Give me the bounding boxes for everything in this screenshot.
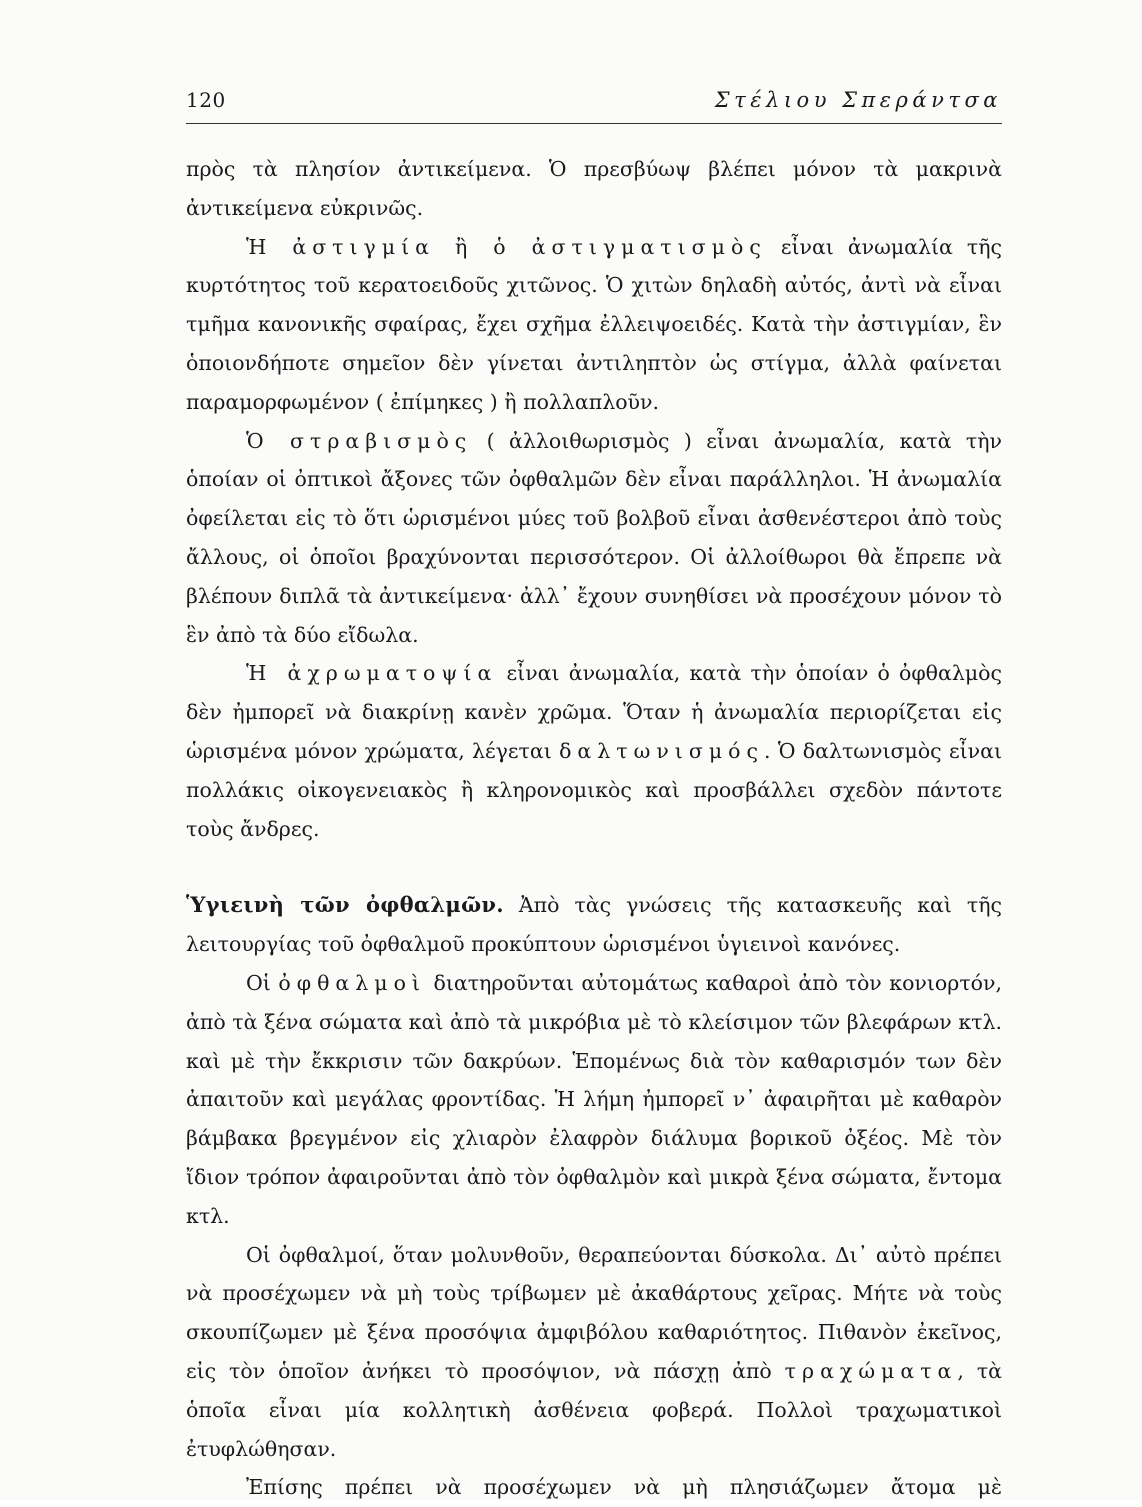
paragraph-continuation: Ἐπίσης πρέπει νὰ προσέχωμεν νὰ μὴ πλησιάζωμεν ἄτομα μὲ [246,1475,1002,1500]
paragraph-achromatopsia-text: εἶναι ἀνωμαλία, κατὰ τὴν ὁποίαν ὁ ὀφθαλμὸς δὲν ἠμπορεῖ νὰ διακρίνῃ κανὲν χρῶμα. Ὅταν ἡ ἀνωμαλία περιορίζεται εἰς ὡρισμένα μόνον χρώματα, λέγεται [186,661,1003,763]
paragraph-eye-cleaning-lead: Οἱ [246,970,279,995]
paragraph-astigmatism-text: εἶναι ἀνωμαλία τῆς κυρτότητος τοῦ κερατοειδοῦς χιτῶνος. Ὁ χιτὼν δηλαδὴ αὐτός, ἀντὶ νὰ εἶναι τμῆμα κανονικῆς σφαίρας, ἔχει σχῆμα ἐλλειψοειδές. Κατὰ τὴν ἀστιγμίαν, ἓν ὁποιονδήποτε σημεῖον δὲν γίνεται ἀντιληπτὸν ὡς στίγμα, ἀλλὰ φαίνεται παραμορφωμένον ( ἐπίμηκες ) ἢ πολλαπλοῦν. [186,234,1002,414]
paragraph-presbyopia-end: πρὸς τὰ πλησίον ἀντικείμενα. Ὁ πρεσβύωψ βλέπει μόνον τὰ μακρινὰ ἀντικείμενα εὐκρινῶς. [186,157,1002,220]
header-rule [186,123,1002,124]
paragraph-strabismus [186,422,1002,655]
paragraph-strabismus-text: ( ἀλλοιθωρισμὸς ) εἶναι ἀνωμαλία, κατὰ τὴν ὁποίαν οἱ ὀπτικοὶ ἄξονες τῶν ὀφθαλμῶν δὲν εἶναι παράλληλοι. Ἡ ἀνωμαλία ὀφείλεται εἰς τὸ ὅτι ὡρισμένοι μύες τοῦ βολβοῦ εἶναι ἀσθενέστεροι ἀπὸ τοὺς ἄλλους, οἱ ὁποῖοι βραχύνονται περισσότερον. Οἱ ἀλλοίθωροι θὰ ἔπρεπε νὰ βλέπουν διπλᾶ τὰ ἀντικείμενα· ἀλλ᾿ ἔχουν συνηθίσει νὰ προσέχουν μόνον τὸ ἓν ἀπὸ τὰ δύο εἴδωλα. [186,428,1002,647]
term-eyes: ὀφθαλμοὶ [278,970,426,995]
paragraph-eye-infection [186,1236,1002,1469]
paragraph-eye-hygiene-intro [186,886,1002,964]
paragraph-achromatopsia-tail: . Ὁ δαλτωνισμὸς εἶναι πολλάκις οἰκογενειακὸς ἢ κληρονομικὸς καὶ προσβάλλει σχεδὸν πάντοτε τοὺς ἄνδρες. [186,738,1003,841]
term-achromatopsia: Ἡ ἀχρωματοψία [246,661,498,686]
term-strabismus: Ὁ στραβισμὸς [246,428,473,453]
paragraph-eye-infection-text-b: , τὰ ὁποῖα εἶναι μία κολλητικὴ ἀσθένεια φοβερά. Πολλοὶ τραχωματικοὶ ἐτυφλώθησαν. [186,1358,1002,1461]
page-number: 120 [186,88,226,112]
term-trachoma: τραχώματα [784,1358,958,1383]
paragraph-eye-cleaning-text: διατηροῦνται αὐτομάτως καθαροὶ ἀπὸ τὸν κονιορτόν, ἀπὸ τὰ ξένα σώματα καὶ ἀπὸ τὰ μικρόβια μὲ τὸ κλείσιμον τῶν βλεφάρων κτλ. καὶ μὲ τὴν ἔκκρισιν τῶν δακρύων. Ἑπομένως διὰ τὸν καθαρισμόν των δὲν ἀπαιτοῦν καὶ μεγάλας φροντίδας. Ἡ λήμη ἠμπορεῖ ν᾿ ἀφαιρῆται μὲ καθαρὸν βάμβακα βρεγμένον εἰς χλιαρὸν ἐλαφρὸν διάλυμα βορικοῦ ὀξέος. Μὲ τὸν ἴδιον τρόπον ἀφαιροῦνται ἀπὸ τὸν ὀφθαλμὸν καὶ μικρὰ ξένα σώματα, ἔντομα κτλ. [186,970,1002,1228]
section-gap [186,848,1002,886]
paragraph-achromatopsia [186,654,1002,848]
paragraph-eye-cleaning [186,964,1002,1236]
page-header [186,88,1002,120]
term-daltonism: δαλτωνισμός [559,738,764,763]
section-title: Ὑγιεινὴ τῶν ὀφθαλμῶν. [186,892,504,918]
paragraph-astigmatism [186,228,1002,422]
running-head: Στέλιου Σπεράντσα [714,88,1002,112]
paragraph-eye-infection-text-a: Οἱ ὀφθαλμοί, ὅταν μολυνθοῦν, θεραπεύονται δύσκολα. Δι᾿ αὐτὸ πρέπει νὰ προσέχωμεν νὰ μὴ τοὺς τρίβωμεν μὲ ἀκαθάρτους χεῖρας. Μήτε νὰ τοὺς σκουπίζωμεν μὲ ξένα προσόψια ἀμφιβόλου καθαριότητος. Πιθανὸν ἐκεῖνος, εἰς τὸν ὁποῖον ἀνήκει τὸ προσόψιον, νὰ πάσχῃ ἀπὸ [186,1242,1002,1383]
section-intro-text: Ἀπὸ τὰς γνώσεις τῆς κατασκευῆς καὶ τῆς λειτουργίας τοῦ ὀφθαλμοῦ προκύπτουν ὡρισμένοι ὑγιεινοὶ κανόνες. [186,893,1002,957]
body-text [186,150,1002,1507]
term-astigmatism: Ἡ ἀστιγμία ἢ ὁ ἀστιγματισμὸς [246,234,767,259]
